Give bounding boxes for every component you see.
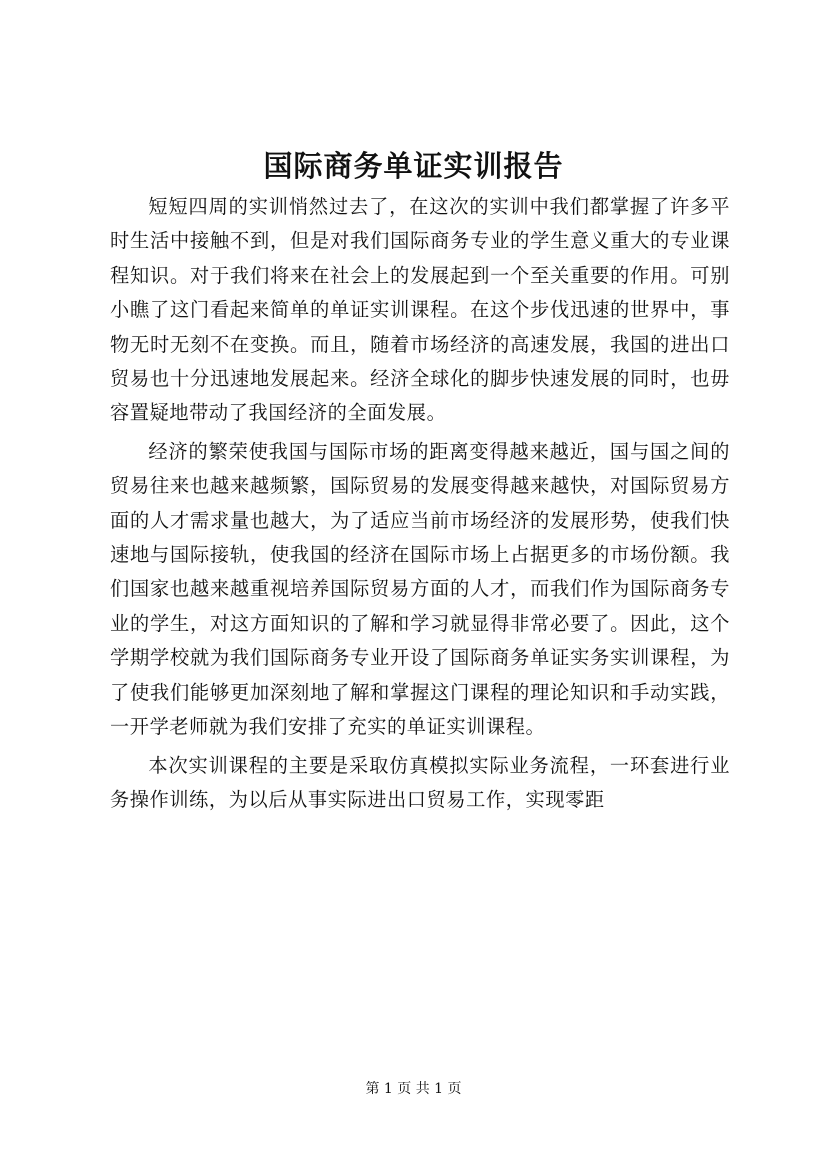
paragraph-1: 短短四周的实训悄然过去了，在这次的实训中我们都掌握了许多平时生活中接触不到，但是对我们国际商务专业的学生意义重大的专业课程知识。对于我们将来在社会上的发展起到一个至关重要的作用。可别小瞧了这门看起来简单的单证实训课程。在这个步伐迅速的世界中，事物无时无刻不在变换。而且，随着市场经济的高速发展，我国的进出口贸易也十分迅速地发展起来。经济全球化的脚步快速发展的同时，也毋容置疑地带动了我国经济的全面发展。 <box>110 195 730 425</box>
page-footer: 第 1 页 共 1 页 <box>365 1081 462 1097</box>
paragraph-3: 本次实训课程的主要是采取仿真模拟实际业务流程，一环套进行业务操作训练，为以后从事实际进出口贸易工作，实现零距 <box>110 753 730 811</box>
paragraph-2: 经济的繁荣使我国与国际市场的距离变得越来越近，国与国之间的贸易往来也越来越频繁，国际贸易的发展变得越来越快，对国际贸易方面的人才需求量也越大，为了适应当前市场经济的发展形势，使我们快速地与国际接轨，使我国的经济在国际市场上占据更多的市场份额。我们国家也越来越重视培养国际贸易方面的人才，而我们作为国际商务专业的学生，对这方面知识的了解和学习就显得非常必要了。因此，这个学期学校就为我们国际商务专业开设了国际商务单证实务实训课程，为了使我们能够更加深刻地了解和掌握这门课程的理论知识和手动实践，一开学老师就为我们安排了充实的单证实训课程。 <box>110 439 730 739</box>
document-body <box>110 190 730 817</box>
document-title: 国际商务单证实训报告 <box>263 149 564 183</box>
